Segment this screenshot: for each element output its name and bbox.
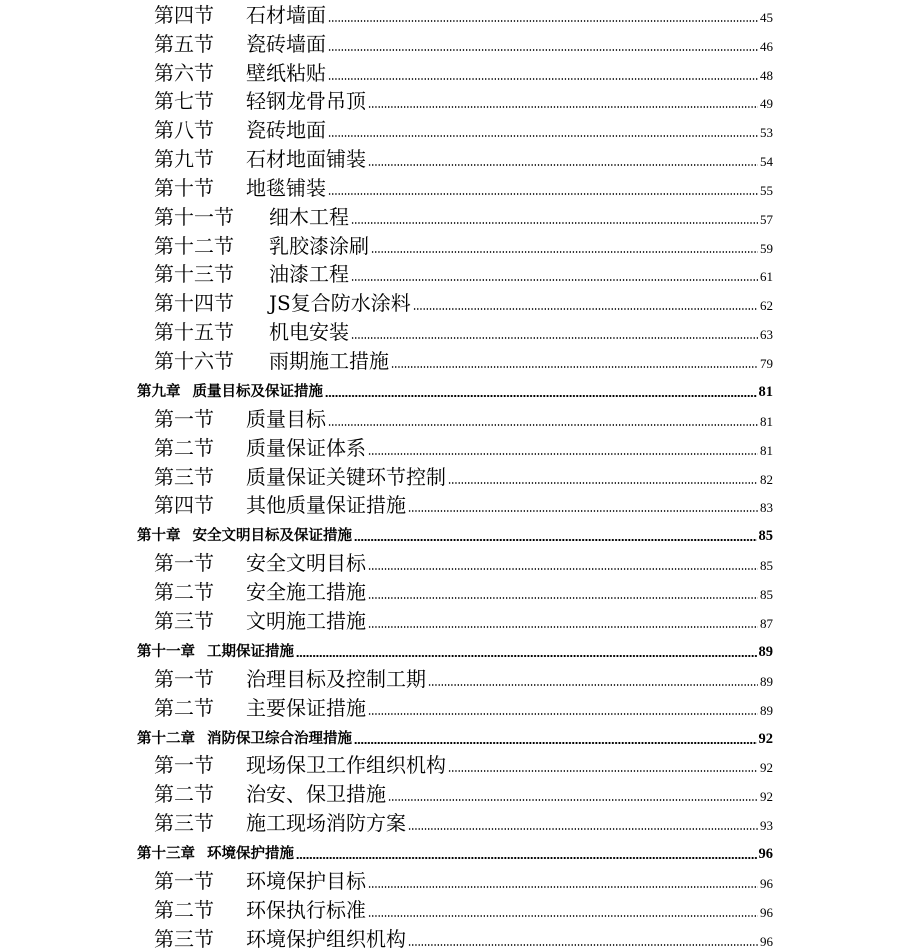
page-number: 59 [760, 240, 773, 256]
toc-section-entry[interactable] [137, 228, 773, 257]
section-title: 瓷砖墙面 [246, 31, 326, 56]
page-number: 92 [760, 789, 773, 805]
toc-section-entry[interactable] [137, 661, 773, 690]
toc-section-entry[interactable] [137, 805, 773, 834]
toc-chapter-entry[interactable] [137, 372, 773, 401]
section-title: 治安、保卫措施 [246, 782, 386, 807]
chapter-number: 第九章 [137, 382, 181, 400]
page-number: 81 [760, 442, 773, 458]
page-number: 61 [760, 269, 773, 285]
page-number: 63 [760, 327, 773, 343]
dot-leader [368, 106, 758, 108]
page-number: 57 [760, 211, 773, 227]
section-number: 第三节 [154, 926, 214, 951]
section-title: 油漆工程 [269, 262, 349, 287]
toc-section-entry[interactable] [137, 141, 773, 170]
page-number: 96 [760, 904, 773, 920]
page-number: 62 [760, 298, 773, 314]
section-title: 治理目标及控制工期 [246, 666, 426, 691]
table-of-contents [137, 0, 773, 950]
section-title: 质量保证关键环节控制 [246, 464, 446, 489]
dot-leader [368, 164, 758, 166]
toc-section-entry[interactable] [137, 430, 773, 459]
section-title: 质量目标 [246, 406, 326, 431]
section-number: 第十一节 [154, 204, 234, 229]
toc-section-entry[interactable] [137, 199, 773, 228]
dot-leader [296, 857, 757, 859]
toc-section-entry[interactable] [137, 401, 773, 430]
section-title: 乳胶漆涂刷 [269, 233, 369, 258]
section-title: 其他质量保证措施 [246, 493, 406, 518]
page-number: 53 [760, 125, 773, 141]
toc-section-entry[interactable] [137, 26, 773, 55]
toc-section-entry[interactable] [137, 545, 773, 574]
toc-section-entry[interactable] [137, 459, 773, 488]
section-title: 环境保护目标 [246, 868, 366, 893]
section-number: 第九节 [154, 147, 214, 172]
section-title: 瓷砖地面 [246, 118, 326, 143]
page-number: 93 [760, 818, 773, 834]
section-number: 第十节 [154, 175, 214, 200]
section-number: 第一节 [154, 666, 214, 691]
page-number: 46 [760, 38, 773, 54]
section-title: 石材地面铺装 [246, 147, 366, 172]
section-number: 第八节 [154, 118, 214, 143]
toc-section-entry[interactable] [137, 863, 773, 892]
chapter-number: 第十一章 [137, 642, 195, 660]
chapter-number: 第十章 [137, 527, 181, 545]
toc-section-entry[interactable] [137, 84, 773, 113]
page-number: 96 [758, 846, 773, 863]
dot-leader [368, 597, 758, 599]
dot-leader [448, 482, 758, 484]
section-number: 第三节 [154, 608, 214, 633]
dot-leader [448, 770, 758, 772]
section-title: 文明施工措施 [246, 608, 366, 633]
toc-section-entry[interactable] [137, 603, 773, 632]
page-number: 85 [758, 528, 773, 545]
page-number: 96 [760, 933, 773, 949]
page-number: 45 [760, 9, 773, 25]
page-number: 85 [760, 587, 773, 603]
toc-chapter-entry[interactable] [137, 632, 773, 661]
page-number: 89 [760, 673, 773, 689]
dot-leader [388, 799, 758, 801]
page-number: 79 [760, 355, 773, 371]
dot-leader [351, 279, 758, 281]
dot-leader [354, 742, 757, 744]
chapter-title: 消防保卫综合治理措施 [207, 729, 352, 747]
section-number: 第一节 [154, 753, 214, 778]
toc-chapter-entry[interactable] [137, 834, 773, 863]
section-number: 第二节 [154, 695, 214, 720]
page-number: 96 [760, 875, 773, 891]
section-number: 第七节 [154, 89, 214, 114]
page-number: 54 [760, 154, 773, 170]
dot-leader [328, 49, 758, 51]
dot-leader [351, 337, 758, 339]
section-number: 第十五节 [154, 320, 234, 345]
toc-section-entry[interactable] [137, 314, 773, 343]
dot-leader [368, 453, 758, 455]
section-number: 第三节 [154, 464, 214, 489]
toc-chapter-entry[interactable] [137, 516, 773, 545]
section-title: 安全施工措施 [246, 580, 366, 605]
section-number: 第二节 [154, 897, 214, 922]
dot-leader [368, 626, 758, 628]
dot-leader [328, 193, 758, 195]
page-number: 55 [760, 182, 773, 198]
section-title: 轻钢龙骨吊顶 [246, 89, 366, 114]
section-number: 第十三节 [154, 262, 234, 287]
page-number: 92 [760, 760, 773, 776]
toc-section-entry[interactable] [137, 748, 773, 777]
dot-leader [328, 424, 758, 426]
dot-leader [408, 510, 758, 512]
dot-leader [368, 886, 758, 888]
section-title: 主要保证措施 [246, 695, 366, 720]
page-number: 92 [758, 730, 773, 747]
toc-section-entry[interactable] [137, 690, 773, 719]
toc-section-entry[interactable] [137, 343, 773, 372]
chapter-title: 安全文明目标及保证措施 [192, 527, 352, 545]
section-number: 第二节 [154, 580, 214, 605]
page-number: 89 [758, 643, 773, 660]
section-title: 细木工程 [269, 204, 349, 229]
dot-leader [328, 135, 758, 137]
section-title: 雨期施工措施 [269, 348, 389, 373]
dot-leader [328, 20, 758, 22]
section-number: 第一节 [154, 551, 214, 576]
dot-leader [351, 222, 758, 224]
toc-section-entry[interactable] [137, 257, 773, 286]
section-title: 安全文明目标 [246, 551, 366, 576]
section-number: 第十二节 [154, 233, 234, 258]
page-number: 81 [760, 413, 773, 429]
dot-leader [325, 395, 757, 397]
dot-leader [413, 308, 758, 310]
toc-section-entry[interactable] [137, 892, 773, 921]
section-title: 地毯铺装 [246, 175, 326, 200]
toc-section-entry[interactable] [137, 170, 773, 199]
section-number: 第三节 [154, 811, 214, 836]
section-number: 第一节 [154, 406, 214, 431]
dot-leader [408, 944, 758, 946]
section-title: 环保执行标准 [246, 897, 366, 922]
section-title: 质量保证体系 [246, 435, 366, 460]
section-number: 第二节 [154, 435, 214, 460]
toc-section-entry[interactable] [137, 574, 773, 603]
page-number: 48 [760, 67, 773, 83]
dot-leader [296, 655, 757, 657]
dot-leader [391, 366, 758, 368]
chapter-number: 第十三章 [137, 845, 195, 863]
chapter-number: 第十二章 [137, 729, 195, 747]
dot-leader [371, 251, 758, 253]
dot-leader [368, 713, 758, 715]
chapter-title: 工期保证措施 [207, 642, 294, 660]
page-number: 85 [760, 558, 773, 574]
toc-section-entry[interactable] [137, 55, 773, 84]
dot-leader [354, 539, 757, 541]
page-number: 87 [760, 615, 773, 631]
section-title: 石材墙面 [246, 2, 326, 27]
toc-section-entry[interactable] [137, 0, 773, 26]
dot-leader [368, 915, 758, 917]
dot-leader [428, 684, 758, 686]
section-number: 第十四节 [154, 291, 234, 316]
section-title: JS复合防水涂料 [269, 291, 411, 316]
dot-leader [368, 568, 758, 570]
section-number: 第十六节 [154, 348, 234, 373]
page-number: 81 [758, 383, 773, 400]
page-number: 89 [760, 702, 773, 718]
toc-section-entry[interactable] [137, 921, 773, 950]
section-number: 第五节 [154, 31, 214, 56]
chapter-title: 环境保护措施 [207, 845, 294, 863]
section-title: 环境保护组织机构 [246, 926, 406, 951]
section-title: 机电安装 [269, 320, 349, 345]
section-number: 第四节 [154, 2, 214, 27]
toc-section-entry[interactable] [137, 776, 773, 805]
section-number: 第二节 [154, 782, 214, 807]
section-number: 第一节 [154, 868, 214, 893]
toc-section-entry[interactable] [137, 285, 773, 314]
page-number: 82 [760, 471, 773, 487]
section-number: 第四节 [154, 493, 214, 518]
section-number: 第六节 [154, 60, 214, 85]
section-title: 壁纸粘贴 [246, 60, 326, 85]
page-number: 49 [760, 96, 773, 112]
toc-section-entry[interactable] [137, 488, 773, 517]
toc-section-entry[interactable] [137, 112, 773, 141]
chapter-title: 质量目标及保证措施 [192, 382, 323, 400]
page-number: 83 [760, 500, 773, 516]
toc-chapter-entry[interactable] [137, 719, 773, 748]
section-title: 施工现场消防方案 [246, 811, 406, 836]
dot-leader [328, 78, 758, 80]
dot-leader [408, 828, 758, 830]
section-title: 现场保卫工作组织机构 [246, 753, 446, 778]
